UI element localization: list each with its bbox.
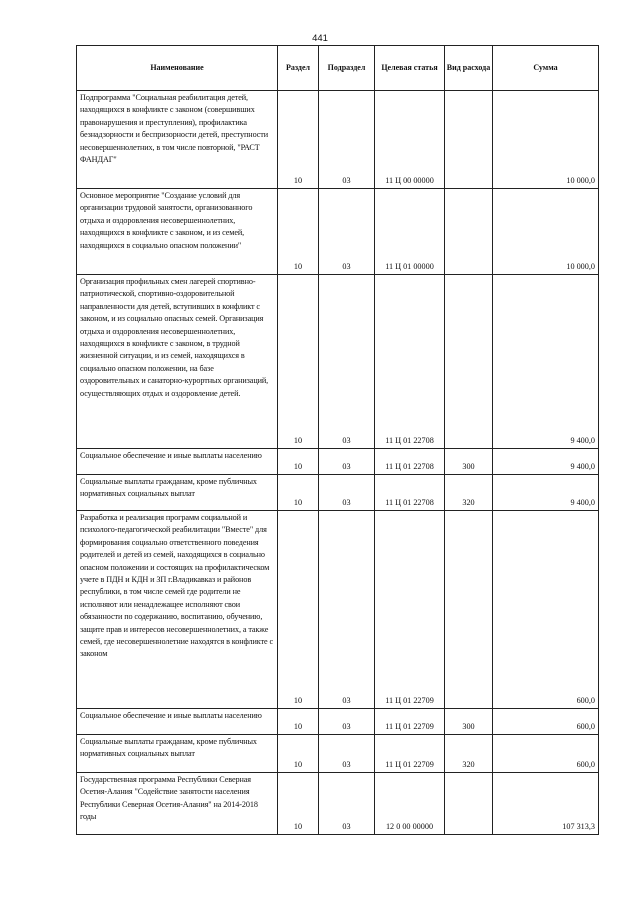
row-subsection: 03 (319, 475, 375, 511)
row-name: Социальное обеспечение и иные выплаты населению (77, 709, 278, 735)
row-expense-type: 300 (445, 449, 493, 475)
row-subsection: 03 (319, 449, 375, 475)
row-name: Государственная программа Республики Северная Осетия-Алания "Содействие занятости населения Республики Северная Осетия-Алания" на 2014-2018 годы (77, 773, 278, 835)
row-expense-type (445, 773, 493, 835)
page-number: 441 (312, 33, 328, 44)
row-section: 10 (278, 773, 319, 835)
header-section: Раздел (278, 46, 319, 91)
table-row (77, 449, 599, 475)
row-target-article: 11 Ц 01 22709 (375, 511, 445, 709)
row-subsection: 03 (319, 91, 375, 189)
row-expense-type (445, 189, 493, 275)
table-row (77, 773, 599, 835)
row-sum: 10 000,0 (493, 91, 599, 189)
table-row (77, 91, 599, 189)
row-sum: 9 400,0 (493, 275, 599, 449)
row-section: 10 (278, 709, 319, 735)
row-section: 10 (278, 511, 319, 709)
row-section: 10 (278, 735, 319, 773)
row-section: 10 (278, 91, 319, 189)
row-name: Социальные выплаты гражданам, кроме публичных нормативных социальных выплат (77, 735, 278, 773)
table-row (77, 475, 599, 511)
row-subsection: 03 (319, 189, 375, 275)
row-sum: 600,0 (493, 511, 599, 709)
row-section: 10 (278, 449, 319, 475)
row-target-article: 11 Ц 01 22708 (375, 475, 445, 511)
budget-table (76, 45, 599, 835)
row-target-article: 11 Ц 01 22709 (375, 735, 445, 773)
row-expense-type: 320 (445, 475, 493, 511)
header-expense-type: Вид расхода (445, 46, 493, 91)
row-name: Подпрограмма "Социальная реабилитация детей, находящихся в конфликте с законом (совершивших правонарушения и преступления), профилактика безнадзорности и беспризорности детей, преступности несовершеннолетних, в том числе повторной, "РАСТ ФАНДАГ" (77, 91, 278, 189)
row-section: 10 (278, 475, 319, 511)
table-row (77, 709, 599, 735)
header-sum: Сумма (493, 46, 599, 91)
row-name: Организация профильных смен лагерей спортивно-патриотической, спортивно-оздоровительной направленности для детей, вступивших в конфликт с законом, и из социально опасных семей. Организация отдыха и оздоровления несовершеннолетних, находящихся в конфликте с законом, в трудной жизненной ситуации, и из семей, находящихся в социально опасном положении, на базе оздоровительных и санаторно-курортных организаций, осуществляющих отдых и оздоровление детей. (77, 275, 278, 449)
row-section: 10 (278, 275, 319, 449)
table-row (77, 735, 599, 773)
row-subsection: 03 (319, 511, 375, 709)
row-sum: 10 000,0 (493, 189, 599, 275)
row-expense-type (445, 275, 493, 449)
row-target-article: 11 Ц 01 22709 (375, 709, 445, 735)
row-name: Основное мероприятие "Создание условий для организации трудовой занятости, организованного отдыха и оздоровления несовершеннолетних, находящихся в конфликте с законом, и из семей, находящихся в социально опасном положении" (77, 189, 278, 275)
row-expense-type: 300 (445, 709, 493, 735)
header-name: Наименование (77, 46, 278, 91)
row-expense-type: 320 (445, 735, 493, 773)
row-target-article: 11 Ц 01 22708 (375, 449, 445, 475)
row-sum: 9 400,0 (493, 449, 599, 475)
row-name: Социальные выплаты гражданам, кроме публичных нормативных социальных выплат (77, 475, 278, 511)
table-row (77, 275, 599, 449)
table-header-row (77, 46, 599, 91)
row-subsection: 03 (319, 735, 375, 773)
row-sum: 107 313,3 (493, 773, 599, 835)
row-target-article: 11 Ц 01 22708 (375, 275, 445, 449)
row-subsection: 03 (319, 275, 375, 449)
row-section: 10 (278, 189, 319, 275)
row-sum: 9 400,0 (493, 475, 599, 511)
row-target-article: 11 Ц 01 00000 (375, 189, 445, 275)
table-row (77, 511, 599, 709)
row-name: Разработка и реализация программ социальной и психолого-педагогической реабилитации "Вместе" для формирования социально ответственного поведения родителей и детей из семей, находящихся в социально опасном положении и состоящих на профилактическом учете в ПДН и КДН и ЗП г.Владикавказ и районов республики, в том числе семей где родители не исполняют или ненадлежащее исполняют свои обязанности по содержанию, воспитанию, обучению, защите прав и интересов несовершеннолетних, а также семей, где несовершеннолетние находятся в конфликте с законом (77, 511, 278, 709)
row-subsection: 03 (319, 709, 375, 735)
row-expense-type (445, 511, 493, 709)
header-subsection: Подраздел (319, 46, 375, 91)
header-target-article: Целевая статья (375, 46, 445, 91)
row-name: Социальное обеспечение и иные выплаты населению (77, 449, 278, 475)
table-row (77, 189, 599, 275)
row-target-article: 12 0 00 00000 (375, 773, 445, 835)
row-target-article: 11 Ц 00 00000 (375, 91, 445, 189)
row-sum: 600,0 (493, 709, 599, 735)
row-sum: 600,0 (493, 735, 599, 773)
row-subsection: 03 (319, 773, 375, 835)
row-expense-type (445, 91, 493, 189)
